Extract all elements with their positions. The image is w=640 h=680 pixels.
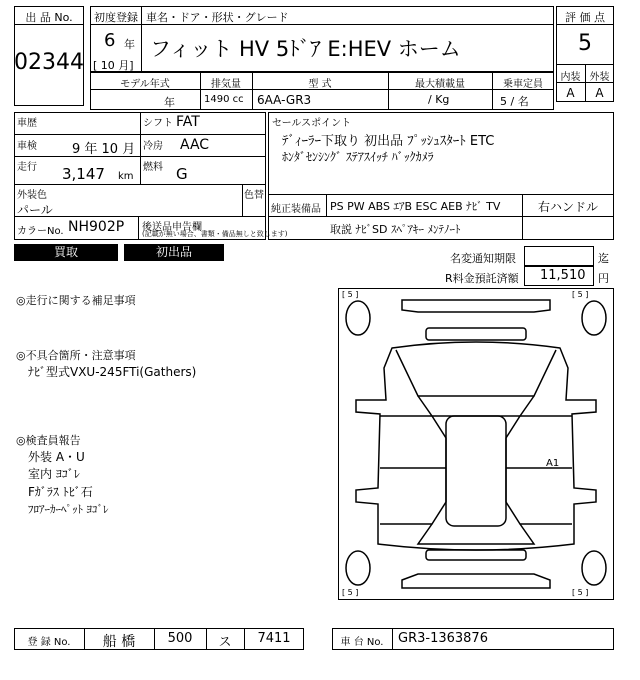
chassis-number: GR3-1363876 xyxy=(398,631,488,646)
interior-label: 内装 xyxy=(560,72,581,83)
reg-kana: ス xyxy=(218,635,232,650)
reg-label: 登 録 No. xyxy=(27,637,71,648)
recycle-unit: 円 xyxy=(598,272,609,285)
sales-line-1: ﾃﾞｨｰﾗｰ下取り 初出品 ﾌﾟｯｼｭｽﾀｰﾄ ETC xyxy=(282,134,495,149)
score-label: 評 価 点 xyxy=(565,11,605,24)
fuel-value: G xyxy=(176,165,188,183)
max-load-label: 最大積載量 xyxy=(415,79,465,90)
car-outline xyxy=(338,288,614,600)
defect-heading: ◎不具合箇所・注意事項 xyxy=(16,349,136,362)
inspector-heading: ◎検査員報告 xyxy=(16,434,81,447)
max-load: / Kg xyxy=(428,93,450,106)
corner-br: [ 5 ] xyxy=(572,588,589,597)
ac-value: AAC xyxy=(180,137,210,153)
equip-value: PS PW ABS ｴｱB ESC AEB ﾅﾋﾞ TV xyxy=(330,200,501,213)
buy-tag: 買取 xyxy=(14,244,118,261)
damage-mark: A1 xyxy=(546,458,560,469)
recycle-value: 11,510 xyxy=(540,268,586,283)
first-listing-tag: 初出品 xyxy=(124,244,224,261)
car-name-label: 車名・ドア・形状・グレード xyxy=(146,11,289,24)
sales-label: セールスポイント xyxy=(272,118,352,129)
name-change-label: 名変通知期限 xyxy=(450,252,516,265)
inspector-line-1: 外装 A・U xyxy=(28,450,85,464)
model-label: 型 式 xyxy=(308,79,332,90)
model-year-label: モデル年式 xyxy=(120,79,170,90)
displacement: 1490 cc xyxy=(204,94,244,105)
reg-place: 船 橋 xyxy=(102,634,136,650)
exterior-color-label: 外装色 xyxy=(17,190,47,201)
mileage-value: 3,147 xyxy=(62,165,105,183)
after-label: 後送品申告欄 xyxy=(142,222,202,233)
displacement-label: 排気量 xyxy=(211,79,241,90)
exterior-label: 外装 xyxy=(589,72,610,83)
shift-value: FAT xyxy=(176,114,200,130)
equip-label: 純正装備品 xyxy=(271,204,321,215)
inspector-line-3: Fｶﾞﾗｽ ﾄﾋﾞ石 xyxy=(28,485,93,499)
exterior-color-value: パール xyxy=(17,203,53,217)
lot-label: 出 品 No. xyxy=(25,11,73,24)
inspection-value: 9 年 10 月 xyxy=(72,142,136,157)
interior-grade: A xyxy=(566,86,575,100)
corner-tl: [ 5 ] xyxy=(342,290,359,299)
inspector-line-4: ﾌﾛｱｰｶｰﾍﾟｯﾄ ﾖｺﾞﾚ xyxy=(28,503,109,516)
fuel-label: 燃料 xyxy=(143,162,163,173)
after-note: (記載が無い場合、書類・備品無しと致します) xyxy=(142,230,288,238)
inspector-line-2: 室内 ﾖｺﾞﾚ xyxy=(28,467,80,481)
exterior-grade: A xyxy=(595,86,604,100)
color-no-value: NH902P xyxy=(68,219,125,235)
corner-bl: [ 5 ] xyxy=(342,588,359,597)
first-reg-month: [ 10 月] xyxy=(93,59,134,72)
defect-line: ﾅﾋﾞ型式VXU-245FTi(Gathers) xyxy=(28,365,197,379)
chassis-label: 車 台 No. xyxy=(340,637,384,648)
shift-label: シフト xyxy=(143,118,173,129)
capacity-label: 乗車定員 xyxy=(503,79,543,90)
docs-value: 取説 ﾅﾋﾞSD ｽﾍﾟｱｷｰ ﾒﾝﾃﾉｰﾄ xyxy=(330,223,461,236)
car-name: フィット HV 5ﾄﾞｱ E:HEV ホーム xyxy=(150,37,461,61)
reg-number: 7411 xyxy=(257,631,291,646)
recycle-label: R料金預託済額 xyxy=(445,272,519,285)
model-year-unit: 年 xyxy=(164,96,175,109)
first-reg-year: 6 xyxy=(104,30,116,51)
color-no-label: カラーNo. xyxy=(17,226,64,237)
sales-line-2: ﾎﾝﾀﾞｾﾝｼﾝｸﾞ ｽﾃｱｽｲｯﾁ ﾊﾞｯｸｶﾒﾗ xyxy=(282,150,434,164)
first-reg-label: 初度登録 xyxy=(94,11,138,24)
lot-number: 02344 xyxy=(14,50,84,75)
year-unit: 年 xyxy=(124,38,135,51)
reg-class: 500 xyxy=(167,631,193,646)
history-label: 車歴 xyxy=(17,118,37,129)
corner-tr: [ 5 ] xyxy=(572,290,589,299)
model-code: 6AA-GR3 xyxy=(257,93,312,107)
color-change-label: 色替 xyxy=(244,190,264,201)
inspection-label: 車検 xyxy=(17,141,37,152)
steering-value: 右ハンドル xyxy=(537,200,598,214)
ac-label: 冷房 xyxy=(143,141,163,152)
mileage-unit: km xyxy=(118,171,134,182)
name-change-box xyxy=(524,246,594,266)
capacity: 5 / 名 xyxy=(500,95,529,108)
score-value: 5 xyxy=(578,31,592,56)
name-change-unit: 迄 xyxy=(598,252,609,265)
mileage-label: 走行 xyxy=(17,162,37,173)
driving-heading: ◎走行に関する補足事項 xyxy=(16,294,136,307)
